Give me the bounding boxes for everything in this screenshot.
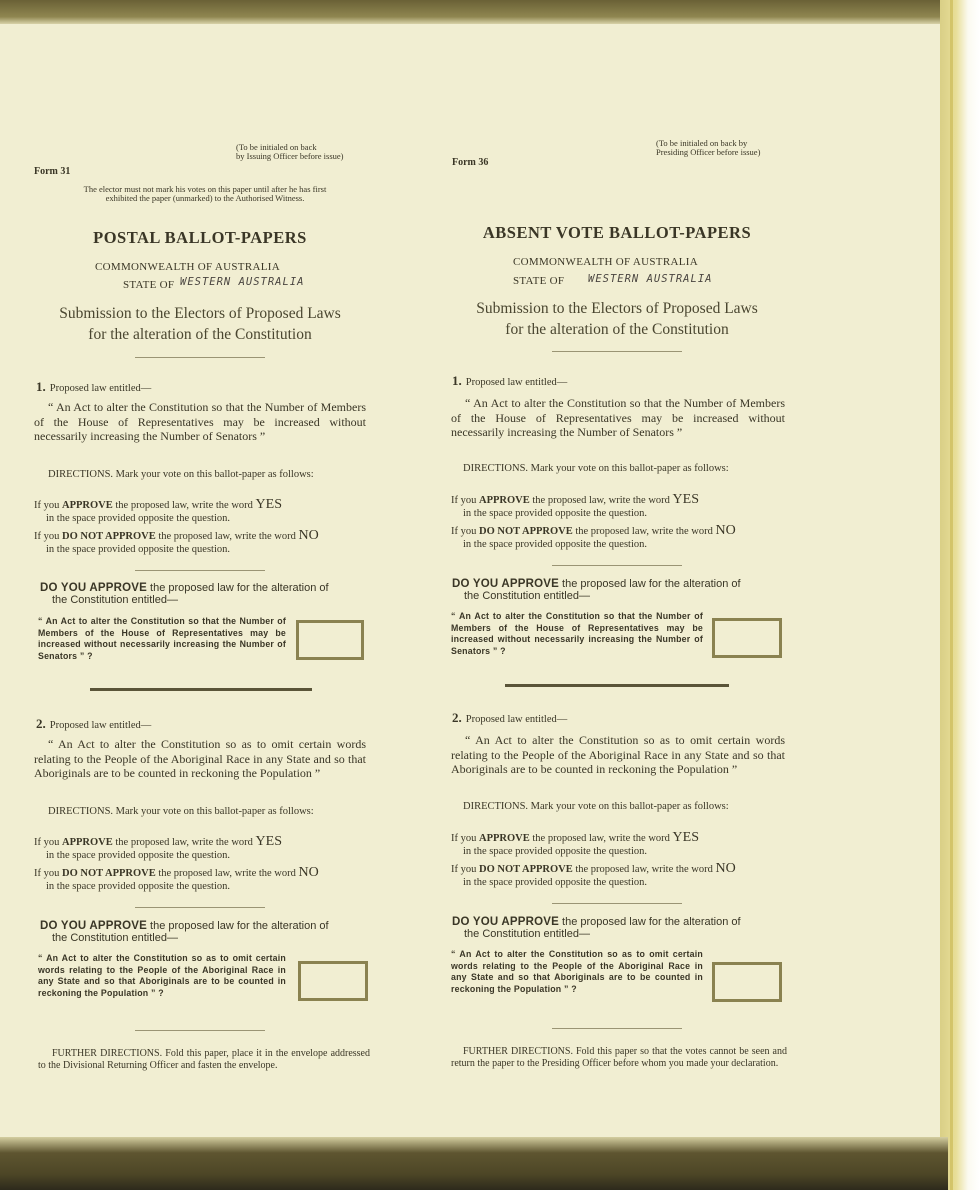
not-approve-instruction [451,524,791,551]
text: If you [34,500,60,511]
vote-box-2[interactable] [712,962,782,1002]
text: the Constitution entitled— [464,590,590,602]
question-number: 1. [452,373,462,388]
text: APPROVE [479,833,530,844]
submission-line-2: for the alteration of the Constitution [88,326,312,343]
commonwealth-label: COMMONWEALTH OF AUSTRALIA [513,256,698,268]
text: DO NOT APPROVE [479,864,573,875]
form-number: Form 36 [452,157,489,168]
divider [135,570,265,571]
question-number: 2. [36,716,46,731]
text: the proposed law, write the word [532,495,670,506]
question-1-heading [452,372,567,390]
question-2-heading [452,709,567,727]
form-number: Form 31 [34,166,71,177]
text: If you [34,531,60,542]
law-text: “ An Act to alter the Constitution so that the Number of Members of the House of Representatives may be increased without necessarily increasing the Number of Senators ” [451,396,785,439]
question-number: 2. [452,710,462,725]
state-label: STATE OF [123,279,175,291]
no-word: NO [715,523,736,538]
divider [135,357,265,358]
initial-note: (To be initialed on back by Presiding Officer before issue) [656,138,761,157]
divider [135,1030,265,1031]
section-divider [505,684,729,687]
entitled-label: Proposed law entitled— [49,383,152,394]
yes-word: YES [672,830,699,845]
text: If you [451,864,477,875]
text: in the space provided opposite the question. [46,544,231,555]
approve-instruction [34,498,369,525]
text: If you [451,526,477,537]
text: DO NOT APPROVE [62,531,156,542]
text: DO YOU APPROVE [452,578,559,590]
approve-question [452,578,788,602]
text: in the space provided opposite the question. [463,539,648,550]
text: DO NOT APPROVE [479,526,573,537]
approve-instruction [34,835,369,862]
law-text: “ An Act to alter the Constitution so that the Number of Members of the House of Representatives may be increased without necessarily increasing the Number of Senators ” [34,400,366,443]
text: If you [34,837,60,848]
no-word: NO [298,865,319,880]
approve-question [452,916,788,940]
yes-word: YES [255,497,282,512]
text: the Constitution entitled— [52,932,178,944]
text: in the space provided opposite the question. [46,850,231,861]
state-label: STATE OF [513,275,565,287]
question-quote: “ An Act to alter the Constitution so that the Number of Members of the House of Representatives may be increased without necessarily increasing the Number of Senators ” ? [38,616,286,661]
text: in the space provided opposite the question. [46,513,231,524]
text: DO NOT APPROVE [62,868,156,879]
text: the Constitution entitled— [52,594,178,606]
question-quote: “ An Act to alter the Constitution so that the Number of Members of the House of Representatives may be increased without necessarily increasing the Number of Senators ” ? [451,611,703,656]
ballot-title: ABSENT VOTE BALLOT-PAPERS [482,223,752,242]
submission-line-1: Submission to the Electors of Proposed Laws [59,305,341,322]
not-approve-instruction [451,862,791,889]
initial-note: (To be initialed on back by Issuing Officer before issue) [236,142,344,161]
text: the proposed law, write the word [532,833,670,844]
text: the proposed law for the alteration of [150,920,329,932]
approve-question [40,920,370,944]
state-handwritten: WESTERN AUSTRALIA [588,273,713,285]
directions: DIRECTIONS. Mark your vote on this ballot-paper as follows: [48,469,314,480]
text: If you [451,833,477,844]
entitled-label: Proposed law entitled— [49,720,152,731]
approve-question [40,582,370,606]
text: the proposed law for the alteration of [150,582,329,594]
text: If you [34,868,60,879]
vote-box-2[interactable] [298,961,368,1001]
text: the proposed law, write the word [158,531,296,542]
submission-heading [20,303,380,345]
absent-ballot-panel [412,0,822,1130]
text: in the space provided opposite the question. [463,508,648,519]
section-divider [90,688,312,691]
text: If you [451,495,477,506]
vote-box-1[interactable] [712,618,782,658]
further-directions: FURTHER DIRECTIONS. Fold this paper so that the votes cannot be seen and return the paper to the Presiding Officer before whom you made your declaration. [451,1046,787,1069]
divider [135,907,265,908]
directions: DIRECTIONS. Mark your vote on this ballot-paper as follows: [463,463,729,474]
text: the proposed law for the alteration of [562,578,741,590]
ballot-title: POSTAL BALLOT-PAPERS [93,228,307,247]
divider [552,565,682,566]
submission-line-2: for the alteration of the Constitution [505,321,729,338]
divider [552,351,682,352]
law-text: “ An Act to alter the Constitution so as to omit certain words relating to the People of the Aboriginal Race in any State and so that Aboriginals are to be counted in reckoning the Population ” [34,737,366,780]
text: DO YOU APPROVE [40,582,147,594]
divider [552,1028,682,1029]
text: the Constitution entitled— [464,928,590,940]
text: DO YOU APPROVE [40,920,147,932]
question-1-heading [36,378,151,396]
yes-word: YES [672,492,699,507]
entitled-label: Proposed law entitled— [465,714,568,725]
text: in the space provided opposite the question. [463,846,648,857]
text: in the space provided opposite the question. [463,877,648,888]
text: in the space provided opposite the question. [46,881,231,892]
question-quote: “ An Act to alter the Constitution so as to omit certain words relating to the People of the Aboriginal Race in any State and so that Aboriginals are to be counted in reckoning the Population ” ? [451,949,703,994]
not-approve-instruction [34,529,374,556]
directions: DIRECTIONS. Mark your vote on this ballot-paper as follows: [463,801,729,812]
vote-box-1[interactable] [296,620,364,660]
divider [552,903,682,904]
scan-bottom-edge [0,1137,948,1190]
not-approve-instruction [34,866,374,893]
question-number: 1. [36,379,46,394]
commonwealth-label: COMMONWEALTH OF AUSTRALIA [95,261,280,273]
text: APPROVE [479,495,530,506]
state-handwritten: WESTERN AUSTRALIA [180,276,305,288]
no-word: NO [715,861,736,876]
submission-line-1: Submission to the Electors of Proposed Laws [476,300,758,317]
law-text: “ An Act to alter the Constitution so as to omit certain words relating to the People of the Aboriginal Race in any State and so that Aboriginals are to be counted in reckoning the Population ” [451,733,785,776]
text: the proposed law, write the word [115,500,253,511]
scan-right-edge [940,0,980,1190]
text: the proposed law, write the word [575,526,713,537]
text: APPROVE [62,500,113,511]
text: DO YOU APPROVE [452,916,559,928]
directions: DIRECTIONS. Mark your vote on this ballot-paper as follows: [48,806,314,817]
text: APPROVE [62,837,113,848]
text: the proposed law, write the word [575,864,713,875]
entitled-label: Proposed law entitled— [465,377,568,388]
elector-note: The elector must not mark his votes on this paper until after he has first exhibited the paper (unmarked) to the Authorised Witness. [83,184,327,203]
submission-heading [437,298,797,340]
text: the proposed law for the alteration of [562,916,741,928]
no-word: NO [298,528,319,543]
question-quote: “ An Act to alter the Constitution so as to omit certain words relating to the People of the Aboriginal Race in any State and so that Aboriginals are to be counted in reckoning the Population ” ? [38,953,286,998]
text: the proposed law, write the word [158,868,296,879]
postal-ballot-panel [0,0,410,1130]
approve-instruction [451,493,787,520]
text: the proposed law, write the word [115,837,253,848]
further-directions: FURTHER DIRECTIONS. Fold this paper, place it in the envelope addressed to the Divisional Returning Officer and fasten the envelope. [38,1048,370,1071]
yes-word: YES [255,834,282,849]
question-2-heading [36,715,151,733]
approve-instruction [451,831,787,858]
